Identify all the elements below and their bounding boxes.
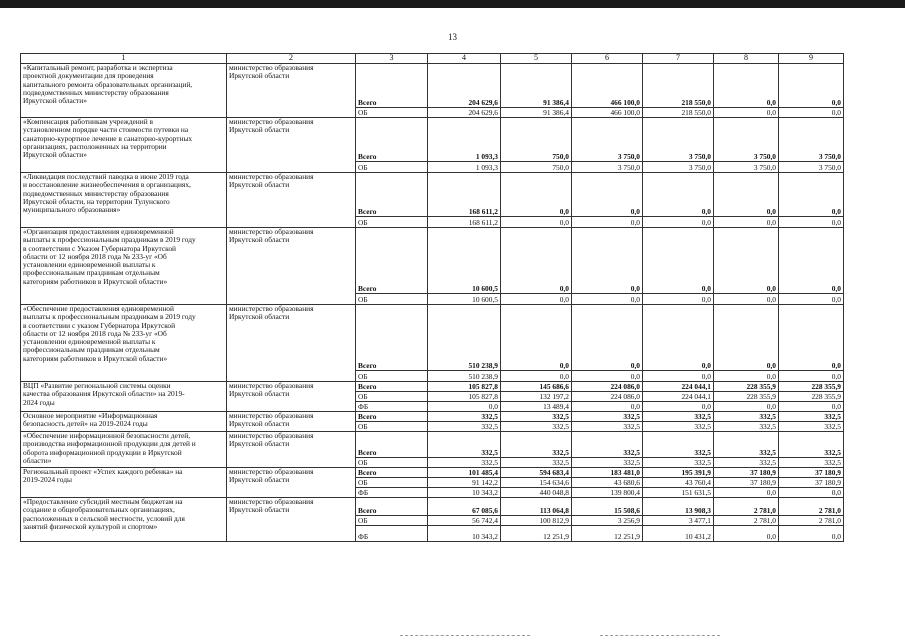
amount-cell: 510 238,9	[428, 371, 501, 382]
amount-cell: 0,0	[501, 217, 572, 228]
amount-cell: 332,5	[714, 412, 779, 422]
amount-cell: 750,0	[501, 118, 572, 162]
amount-cell: 10 600,5	[428, 294, 501, 305]
amount-cell: 0,0	[501, 228, 572, 294]
column-number-header: 4	[428, 54, 501, 64]
amount-cell: 332,5	[428, 458, 501, 468]
responsible-executor-cell: министерство образования Иркутской области	[227, 498, 356, 542]
amount-cell: 0,0	[643, 228, 714, 294]
amount-cell: 168 611,2	[428, 173, 501, 217]
amount-cell: 0,0	[572, 305, 643, 371]
amount-cell: 113 064,8	[501, 498, 572, 516]
amount-cell: 1 093,3	[428, 162, 501, 173]
amount-cell: 100 812,9	[501, 516, 572, 526]
amount-cell: 10 343,2	[428, 526, 501, 542]
amount-cell: 332,5	[714, 422, 779, 432]
amount-cell: 183 481,0	[572, 468, 643, 478]
activity-name-cell: «Обеспечение предоставления единовременной выплаты к профессиональным праздникам в 2019 году в соответствии с указом Губернатора Иркутской области от 12 ноября 2018 года № 233-уг «Об установлении единовременной выплаты к профессиональным праздникам отдельным категориям работников в Иркутской области»	[21, 305, 227, 382]
responsible-executor-cell: министерство образования Иркутской области	[227, 468, 356, 498]
table-row	[21, 468, 844, 478]
amount-cell: 91 386,4	[501, 108, 572, 118]
budget-table	[20, 53, 844, 542]
funding-source-cell: Всего	[356, 412, 428, 422]
amount-cell: 332,5	[643, 458, 714, 468]
amount-cell: 0,0	[572, 402, 643, 412]
amount-cell: 3 750,0	[779, 118, 844, 162]
funding-source-cell: ОБ	[356, 294, 428, 305]
amount-cell: 12 251,9	[572, 526, 643, 542]
amount-cell: 0,0	[714, 526, 779, 542]
amount-cell: 0,0	[643, 294, 714, 305]
amount-cell: 0,0	[572, 371, 643, 382]
amount-cell: 105 827,8	[428, 382, 501, 392]
responsible-executor-cell: министерство образования Иркутской области	[227, 412, 356, 432]
amount-cell: 0,0	[572, 228, 643, 294]
amount-cell: 228 355,9	[779, 382, 844, 392]
funding-source-cell: ФБ	[356, 402, 428, 412]
amount-cell: 228 355,9	[779, 392, 844, 402]
amount-cell: 13 489,4	[501, 402, 572, 412]
amount-cell: 218 550,0	[643, 108, 714, 118]
amount-cell: 332,5	[779, 412, 844, 422]
amount-cell: 228 355,9	[714, 382, 779, 392]
amount-cell: 0,0	[714, 371, 779, 382]
amount-cell: 0,0	[714, 402, 779, 412]
amount-cell: 332,5	[643, 412, 714, 422]
amount-cell: 466 100,0	[572, 108, 643, 118]
amount-cell: 2 781,0	[714, 498, 779, 516]
table-header-row	[21, 54, 844, 64]
amount-cell: 332,5	[501, 458, 572, 468]
amount-cell: 224 044,1	[643, 382, 714, 392]
responsible-executor-cell: министерство образования Иркутской области	[227, 305, 356, 382]
amount-cell: 332,5	[714, 432, 779, 458]
amount-cell: 0,0	[714, 108, 779, 118]
funding-source-cell: Всего	[356, 382, 428, 392]
table-row	[21, 412, 844, 422]
funding-source-cell: ОБ	[356, 217, 428, 228]
funding-source-cell: ОБ	[356, 371, 428, 382]
amount-cell: 332,5	[428, 422, 501, 432]
amount-cell: 101 485,4	[428, 468, 501, 478]
activity-name-cell: «Капитальный ремонт, разработка и экспертиза проектной документации для проведения капитального ремонта образовательных организаций, подведомственных министерству образования Иркутской области»	[21, 64, 227, 118]
amount-cell: 10 343,2	[428, 488, 501, 498]
activity-name-cell: «Организация предоставления единовременной выплаты к профессиональным праздникам в 2019 году в соответствии с Указом Губернатора Иркутской области от 12 ноября 2018 года № 233-уг «Об установлении единовременной выплаты к профессиональным праздникам отдельным категориям работников в Иркутской области»	[21, 228, 227, 305]
amount-cell: 2 781,0	[714, 516, 779, 526]
amount-cell: 0,0	[572, 217, 643, 228]
column-number-header: 3	[356, 54, 428, 64]
amount-cell: 332,5	[572, 458, 643, 468]
amount-cell: 3 750,0	[643, 118, 714, 162]
amount-cell: 224 086,0	[572, 392, 643, 402]
amount-cell: 3 256,9	[572, 516, 643, 526]
scan-top-border	[0, 0, 905, 8]
responsible-executor-cell: министерство образования Иркутской области	[227, 432, 356, 468]
funding-source-cell: Всего	[356, 64, 428, 108]
funding-source-cell: ОБ	[356, 162, 428, 173]
amount-cell: 440 048,8	[501, 488, 572, 498]
funding-source-cell: Всего	[356, 173, 428, 217]
amount-cell: 0,0	[501, 305, 572, 371]
amount-cell: 168 611,2	[428, 217, 501, 228]
amount-cell: 151 631,5	[643, 488, 714, 498]
amount-cell: 132 197,2	[501, 392, 572, 402]
table-row	[21, 382, 844, 392]
funding-source-cell: ФБ	[356, 488, 428, 498]
activity-name-cell: Региональный проект «Успех каждого ребенка» на 2019-2024 годы	[21, 468, 227, 498]
amount-cell: 332,5	[428, 412, 501, 422]
amount-cell: 332,5	[714, 458, 779, 468]
funding-source-cell: ОБ	[356, 458, 428, 468]
amount-cell: 332,5	[572, 412, 643, 422]
funding-source-cell: ОБ	[356, 422, 428, 432]
amount-cell: 43 680,6	[572, 478, 643, 488]
column-number-header: 1	[21, 54, 227, 64]
amount-cell: 332,5	[501, 432, 572, 458]
amount-cell: 224 044,1	[643, 392, 714, 402]
activity-name-cell: Основное мероприятие «Информационная безопасность детей» на 2019-2024 годы	[21, 412, 227, 432]
funding-source-cell: Всего	[356, 498, 428, 516]
amount-cell: 0,0	[779, 173, 844, 217]
amount-cell: 0,0	[779, 108, 844, 118]
table-row	[21, 305, 844, 371]
amount-cell: 0,0	[572, 173, 643, 217]
amount-cell: 466 100,0	[572, 64, 643, 108]
footer-dash-line	[400, 635, 530, 637]
amount-cell: 0,0	[714, 64, 779, 108]
amount-cell: 332,5	[572, 422, 643, 432]
amount-cell: 0,0	[501, 371, 572, 382]
amount-cell: 154 634,6	[501, 478, 572, 488]
table-row	[21, 64, 844, 108]
column-number-header: 2	[227, 54, 356, 64]
amount-cell: 37 180,9	[779, 478, 844, 488]
amount-cell: 0,0	[643, 305, 714, 371]
amount-cell: 3 750,0	[779, 162, 844, 173]
activity-name-cell: «Компенсация работникам учреждений в установленном порядке части стоимости путевки на санаторно-курортное лечение в санаторно-курортных организациях, расположенных на территории Иркутской области»	[21, 118, 227, 173]
amount-cell: 145 686,6	[501, 382, 572, 392]
amount-cell: 332,5	[501, 422, 572, 432]
amount-cell: 56 742,4	[428, 516, 501, 526]
funding-source-cell: Всего	[356, 432, 428, 458]
amount-cell: 3 750,0	[643, 162, 714, 173]
amount-cell: 0,0	[714, 228, 779, 294]
page-number: 13	[448, 32, 457, 42]
amount-cell: 0,0	[714, 217, 779, 228]
amount-cell: 332,5	[643, 432, 714, 458]
amount-cell: 3 477,1	[643, 516, 714, 526]
amount-cell: 37 180,9	[714, 478, 779, 488]
amount-cell: 332,5	[779, 432, 844, 458]
amount-cell: 0,0	[428, 402, 501, 412]
activity-name-cell: «Предоставление субсидий местным бюджетам на создание в общеобразовательных организациях, расположенных в сельской местности, условий для занятий физической культурой и спортом»	[21, 498, 227, 542]
amount-cell: 3 750,0	[714, 162, 779, 173]
column-number-header: 8	[714, 54, 779, 64]
amount-cell: 91 386,4	[501, 64, 572, 108]
amount-cell: 195 391,9	[643, 468, 714, 478]
amount-cell: 0,0	[779, 217, 844, 228]
responsible-executor-cell: министерство образования Иркутской области	[227, 228, 356, 305]
amount-cell: 0,0	[779, 371, 844, 382]
amount-cell: 0,0	[779, 402, 844, 412]
amount-cell: 0,0	[714, 305, 779, 371]
column-number-header: 7	[643, 54, 714, 64]
table-row	[21, 173, 844, 217]
responsible-executor-cell: министерство образования Иркутской области	[227, 173, 356, 228]
amount-cell: 228 355,9	[714, 392, 779, 402]
amount-cell: 1 093,3	[428, 118, 501, 162]
amount-cell: 0,0	[501, 294, 572, 305]
amount-cell: 0,0	[779, 294, 844, 305]
funding-source-cell: Всего	[356, 305, 428, 371]
amount-cell: 3 750,0	[572, 162, 643, 173]
funding-source-cell: Всего	[356, 228, 428, 294]
amount-cell: 43 760,4	[643, 478, 714, 488]
table-row	[21, 432, 844, 458]
amount-cell: 332,5	[779, 458, 844, 468]
amount-cell: 0,0	[714, 488, 779, 498]
amount-cell: 0,0	[714, 294, 779, 305]
amount-cell: 0,0	[779, 488, 844, 498]
amount-cell: 105 827,8	[428, 392, 501, 402]
funding-source-cell: ОБ	[356, 108, 428, 118]
amount-cell: 594 683,4	[501, 468, 572, 478]
amount-cell: 332,5	[501, 412, 572, 422]
funding-source-cell: ФБ	[356, 526, 428, 542]
funding-source-cell: ОБ	[356, 392, 428, 402]
amount-cell: 750,0	[501, 162, 572, 173]
responsible-executor-cell: министерство образования Иркутской области	[227, 118, 356, 173]
amount-cell: 0,0	[779, 305, 844, 371]
column-number-header: 9	[779, 54, 844, 64]
amount-cell: 37 180,9	[714, 468, 779, 478]
amount-cell: 510 238,9	[428, 305, 501, 371]
amount-cell: 204 629,6	[428, 64, 501, 108]
amount-cell: 91 142,2	[428, 478, 501, 488]
column-number-header: 6	[572, 54, 643, 64]
table-row	[21, 498, 844, 516]
amount-cell: 332,5	[572, 432, 643, 458]
amount-cell: 10 600,5	[428, 228, 501, 294]
funding-source-cell: ОБ	[356, 516, 428, 526]
funding-source-cell: Всего	[356, 468, 428, 478]
amount-cell: 218 550,0	[643, 64, 714, 108]
footer-dash-line	[600, 635, 720, 637]
amount-cell: 10 431,2	[643, 526, 714, 542]
table-row	[21, 118, 844, 162]
amount-cell: 2 781,0	[779, 498, 844, 516]
amount-cell: 0,0	[643, 402, 714, 412]
activity-name-cell: ВЦП «Развитие региональной системы оценки качества образования Иркутской области» на 2019- 2024 годы	[21, 382, 227, 412]
amount-cell: 0,0	[501, 173, 572, 217]
amount-cell: 332,5	[779, 422, 844, 432]
amount-cell: 224 086,0	[572, 382, 643, 392]
responsible-executor-cell: министерство образования Иркутской области	[227, 64, 356, 118]
amount-cell: 332,5	[643, 422, 714, 432]
amount-cell: 139 800,4	[572, 488, 643, 498]
amount-cell: 0,0	[643, 371, 714, 382]
amount-cell: 3 750,0	[572, 118, 643, 162]
activity-name-cell: «Обеспечение информационной безопасности детей, производства информационной продукции для детей и оборота информационной продукции в Иркутской области»	[21, 432, 227, 468]
table-row	[21, 228, 844, 294]
amount-cell: 13 908,3	[643, 498, 714, 516]
amount-cell: 15 508,6	[572, 498, 643, 516]
amount-cell: 0,0	[779, 228, 844, 294]
amount-cell: 3 750,0	[714, 118, 779, 162]
responsible-executor-cell: министерство образования Иркутской области	[227, 382, 356, 412]
amount-cell: 0,0	[714, 173, 779, 217]
amount-cell: 2 781,0	[779, 516, 844, 526]
amount-cell: 0,0	[572, 294, 643, 305]
amount-cell: 332,5	[428, 432, 501, 458]
amount-cell: 12 251,9	[501, 526, 572, 542]
funding-source-cell: Всего	[356, 118, 428, 162]
amount-cell: 204 629,6	[428, 108, 501, 118]
amount-cell: 37 180,9	[779, 468, 844, 478]
amount-cell: 0,0	[643, 217, 714, 228]
amount-cell: 67 085,6	[428, 498, 501, 516]
funding-source-cell: ОБ	[356, 478, 428, 488]
amount-cell: 0,0	[779, 64, 844, 108]
amount-cell: 0,0	[779, 526, 844, 542]
activity-name-cell: «Ликвидация последствий паводка в июне 2019 года и восстановление жизнеобеспечения в организациях, подведомственных министерству образования Иркутской области, на территории Тулунского муниципального образования»	[21, 173, 227, 228]
column-number-header: 5	[501, 54, 572, 64]
amount-cell: 0,0	[643, 173, 714, 217]
